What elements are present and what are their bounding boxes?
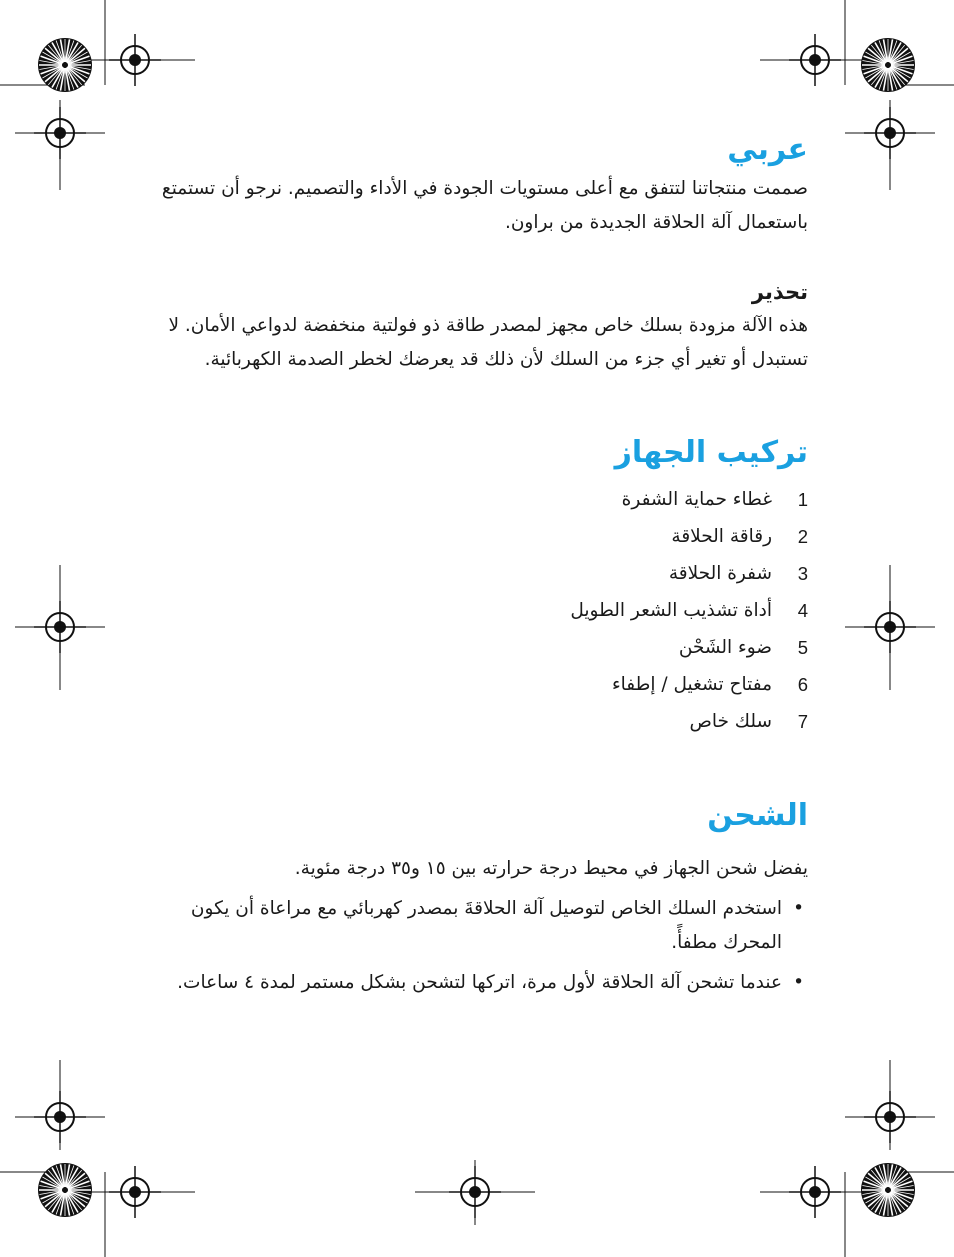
registration-mark xyxy=(864,601,916,653)
item-number: 1 xyxy=(797,489,808,511)
item-label: سلك خاص xyxy=(689,711,772,733)
item-number: 4 xyxy=(797,600,808,622)
manual-page-arabic xyxy=(140,120,808,1000)
warning-title: تحذير xyxy=(751,280,808,304)
intro-paragraph: صممت منتجاتنا لتتفق مع أعلى مستويات الجودة في الأداء والتصميم. نرجو أن تستمتع باستعمال آلة الحلاقة الجديدة من براون. xyxy=(161,178,808,233)
registration-mark xyxy=(109,1166,161,1218)
section-title-arabic: عربي xyxy=(727,132,808,167)
section-title-charging: الشحن xyxy=(707,798,808,834)
registration-mark xyxy=(109,34,161,86)
list-item xyxy=(140,592,808,629)
list-item xyxy=(140,481,808,518)
list-item xyxy=(140,892,808,960)
starburst-mark xyxy=(861,38,915,92)
registration-mark xyxy=(789,34,841,86)
item-number: 6 xyxy=(797,674,808,696)
parts-list xyxy=(140,481,808,740)
item-number: 7 xyxy=(797,711,808,733)
bullet-icon: • xyxy=(793,898,804,920)
registration-mark xyxy=(34,107,86,159)
registration-mark xyxy=(34,601,86,653)
list-item xyxy=(140,966,808,1000)
starburst-mark xyxy=(38,38,92,92)
item-number: 3 xyxy=(797,563,808,585)
bullet-text: استخدم السلك الخاص لتوصيل آلة الحلاقةَ بمصدر كهربائي مع مراعاة أن يكون المحرك مطفأً. xyxy=(190,898,782,954)
bullet-text: عندما تشحن آلة الحلاقة لأول مرة، اتركها لتشحن بشكل مستمر لمدة ٤ ساعات. xyxy=(177,972,782,994)
item-number: 5 xyxy=(797,637,808,659)
list-item xyxy=(140,518,808,555)
charging-intro: يفضل شحن الجهاز في محيط درجة حرارته بين ١٥ و٣٥ درجة مئوية. xyxy=(294,858,808,880)
starburst-mark xyxy=(38,1163,92,1217)
registration-mark xyxy=(864,1091,916,1143)
item-label: غطاء حماية الشفرة xyxy=(621,489,772,511)
registration-mark xyxy=(449,1166,501,1218)
warning-paragraph: هذه الآلة مزودة بسلك خاص مجهز لمصدر طاقة ذو فولتية منخفضة لدواعي الأمان. لا تستبدل أو تغير أي جزء من السلك لأن ذلك قد يعرضك لخطر الصدمة الكهربائية. xyxy=(168,315,808,371)
item-number: 2 xyxy=(797,526,808,548)
list-item xyxy=(140,555,808,592)
item-label: رقاقة الحلاقة xyxy=(671,526,772,548)
item-label: مفتاح تشغيل / إطفاء xyxy=(611,674,772,696)
item-label: شفرة الحلاقة xyxy=(668,563,772,585)
section-title-assembly: تركيب الجهاز xyxy=(614,435,808,471)
item-label: أداة تشذيب الشعر الطويل xyxy=(570,600,772,622)
registration-mark xyxy=(34,1091,86,1143)
list-item xyxy=(140,666,808,703)
bullet-icon: • xyxy=(793,972,804,994)
registration-mark xyxy=(789,1166,841,1218)
registration-mark xyxy=(864,107,916,159)
list-item xyxy=(140,703,808,740)
starburst-mark xyxy=(861,1163,915,1217)
charging-bullets xyxy=(140,892,808,1000)
item-label: ضوء الشَحْن xyxy=(678,637,772,659)
list-item xyxy=(140,629,808,666)
